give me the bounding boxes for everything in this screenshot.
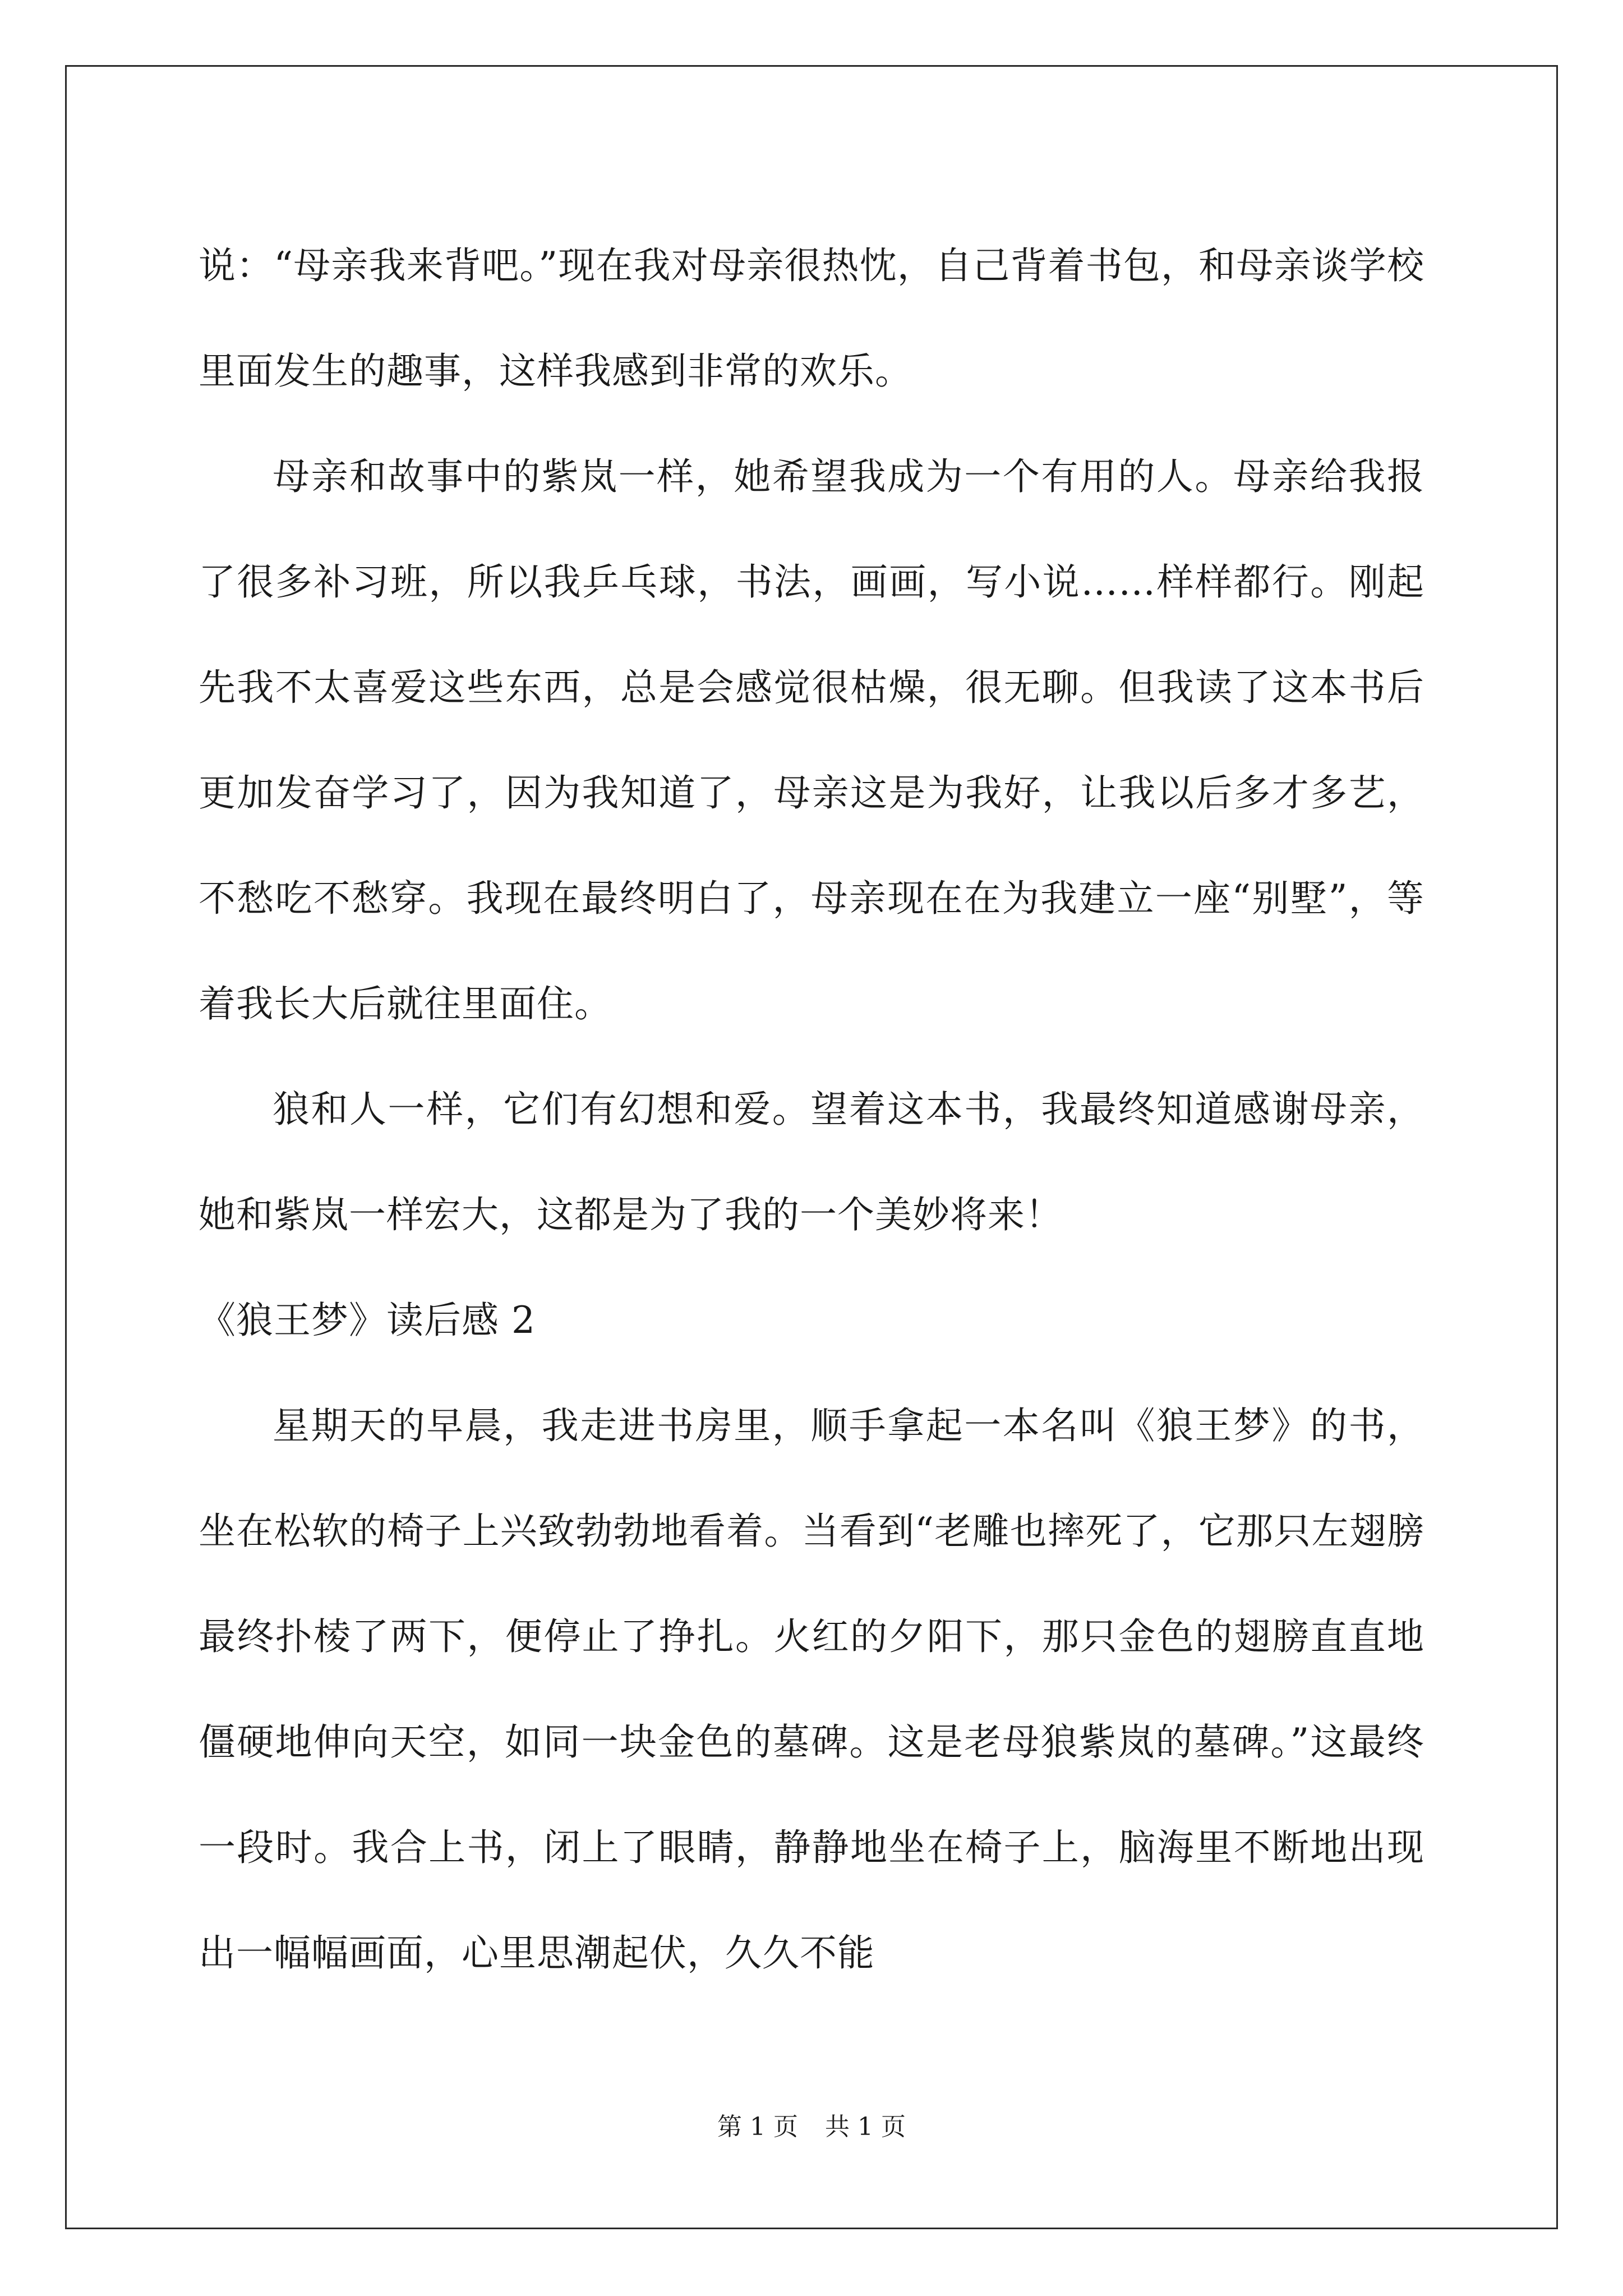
paragraph-3: 狼和人一样，它们有幻想和爱。望着这本书，我最终知道感谢母亲，她和紫岚一样宏大，这都是为了我的一个美妙将来！ — [199, 1088, 1424, 1236]
section-heading: 《狼王梦》读后感 2 — [199, 1299, 536, 1342]
document-body — [199, 213, 1424, 2006]
page-number: 第 1 页 — [717, 2113, 798, 2141]
paragraph-1: 说：“母亲我来背吧。”现在我对母亲很热忱，自己背着书包，和母亲谈学校里面发生的趣事，这样我感到非常的欢乐。 — [199, 244, 1424, 393]
paragraph-4: 星期天的早晨，我走进书房里，顺手拿起一本名叫《狼王梦》的书，坐在松软的椅子上兴致勃勃地看着。当看到“老雕也摔死了，它那只左翅膀最终扑棱了两下，便停止了挣扎。火红的夕阳下，那只金色的翅膀直直地僵硬地伸向天空，如同一块金色的墓碑。这是老母狼紫岚的墓碑。”这最终一段时。我合上书，闭上了眼睛，静静地坐在椅子上，脑海里不断地出现出一幅幅画面，心里思潮起伏，久久不能 — [199, 1404, 1424, 1975]
paragraph-2: 母亲和故事中的紫岚一样，她希望我成为一个有用的人。母亲给我报了很多补习班，所以我乒乓球，书法，画画，写小说……样样都行。刚起先我不太喜爱这些东西，总是会感觉很枯燥，很无聊。但我读了这本书后更加发奋学习了，因为我知道了，母亲这是为我好，让我以后多才多艺，不愁吃不愁穿。我现在最终明白了，母亲现在在为我建立一座“别墅”，等着我长大后就往里面住。 — [199, 455, 1424, 1025]
page-footer — [0, 2110, 1623, 2144]
page-total: 共 1 页 — [825, 2113, 906, 2141]
